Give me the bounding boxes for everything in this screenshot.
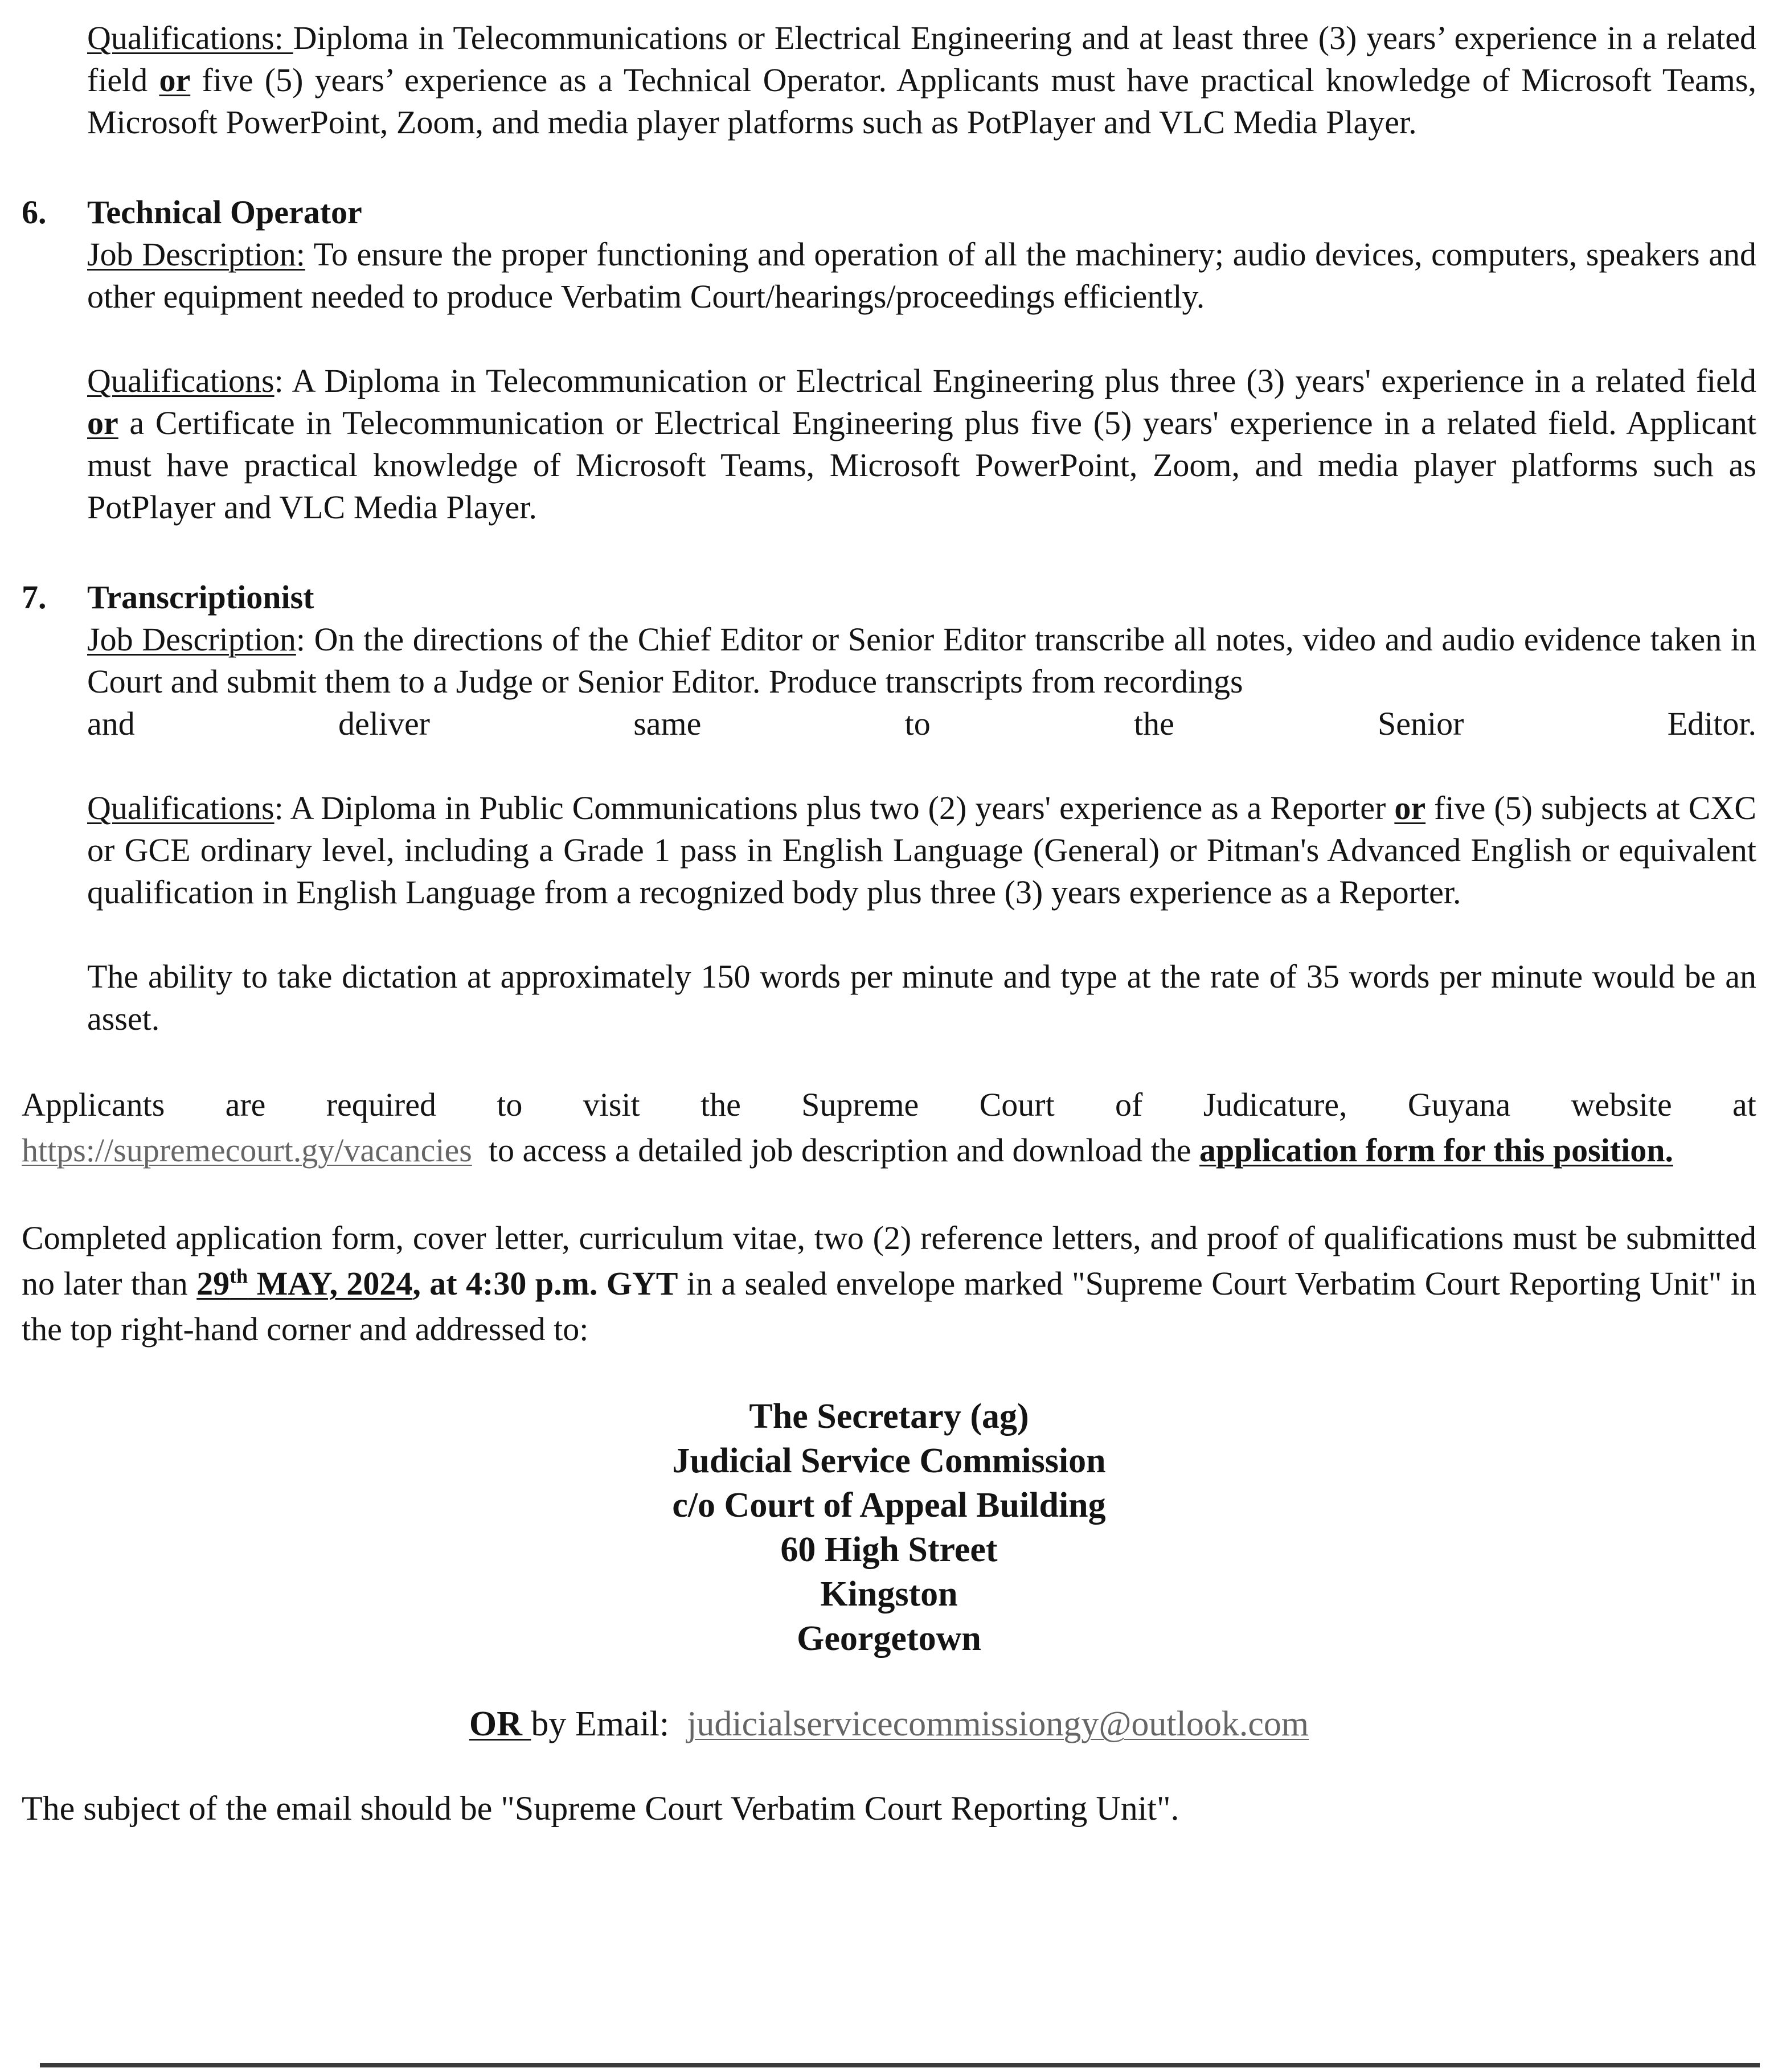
spacer — [87, 914, 1756, 956]
section-5-qualifications-paragraph — [87, 17, 1756, 144]
address-line: 60 High Street — [780, 1530, 998, 1569]
word: website — [1571, 1086, 1672, 1123]
section-7-job-description — [87, 619, 1756, 703]
word: of — [1115, 1086, 1143, 1123]
bottom-rule — [40, 2063, 1760, 2067]
qualifications-label: Qualifications — [87, 789, 275, 826]
word: and — [87, 705, 135, 742]
spacer — [22, 1173, 1756, 1215]
or-emphasis: or — [1394, 789, 1426, 826]
word: at — [1732, 1086, 1756, 1123]
word: visit — [583, 1086, 640, 1123]
section-7-heading — [22, 576, 1756, 619]
job-description-text: To ensure the proper functioning and operation of all the machinery; audio devices, computers, speakers and other equipment needed to produce Verbatim Court/hearings/proceedings efficiently. — [87, 236, 1756, 315]
or-emphasis: or — [87, 404, 118, 441]
applicants-rest — [22, 1128, 1756, 1173]
document-page — [22, 17, 1756, 1829]
qualifications-text-2: five (5) subjects at CXC or GCE ordinary level, including a Grade 1 pass in English Language (General) or Pitman's Advanced English or equivalent qualification in English Language from a recognized body plus three (3) years experience as a Reporter. — [87, 789, 1757, 911]
vacancies-link[interactable]: https://supremecourt.gy/vacancies — [22, 1132, 472, 1169]
qualifications-text-2: a Certificate in Telecommunication or Electrical Engineering plus five (5) years' experience in a related field. Applicant must have practical knowledge of Microsoft Teams, Microsoft PowerPoint, Zoom, and media player platforms such as PotPlayer and VLC Media Player. — [87, 404, 1756, 526]
qualifications-text-1: : A Diploma in Public Communications plus two (2) years' experience as a Reporter — [274, 789, 1395, 826]
deadline-month-year: MAY, 2024 — [248, 1265, 413, 1302]
section-7-body — [87, 619, 1756, 1040]
word: Senior — [1378, 705, 1464, 742]
qualifications-text-1: Diploma in Telecommunications or Electrical Engineering and at least three (3) years’ experience in a related field — [87, 19, 1757, 99]
section-6-job-description — [87, 234, 1756, 318]
spacer — [22, 1661, 1756, 1703]
or-emphasis: or — [159, 62, 191, 99]
section-7-qualifications — [87, 787, 1756, 914]
address-line: The Secretary (ag) — [749, 1397, 1029, 1436]
deadline-day: 29 — [196, 1265, 230, 1302]
word: to — [497, 1086, 523, 1123]
address-line: Kingston — [820, 1575, 958, 1614]
job-description-label: Job Description: — [87, 236, 305, 273]
section-6-heading — [22, 191, 1756, 234]
word: are — [225, 1086, 266, 1123]
word: Applicants — [22, 1086, 165, 1123]
applicants-text-2: to access a detailed job description and download the — [472, 1132, 1200, 1169]
spacer — [22, 144, 1756, 186]
section-7-asset-note: The ability to take dictation at approximately 150 words per minute and type at the rate of 35 words per minute would be an asset. — [87, 958, 1756, 1037]
word: required — [326, 1086, 436, 1123]
qualifications-text-1: : A Diploma in Telecommunication or Electrical Engineering plus three (3) years' experience in a related field — [274, 362, 1756, 399]
word: Court — [979, 1086, 1055, 1123]
subject-note: The subject of the email should be "Supreme Court Verbatim Court Reporting Unit". — [22, 1790, 1179, 1827]
submission-text-1: Completed application form, cover letter, curriculum vitae, two (2) reference letters, and proof of qualifications must be submitted no later than — [22, 1219, 1756, 1302]
word: to — [904, 705, 931, 742]
applicants-first-line — [22, 1082, 1756, 1128]
spacer — [22, 529, 1756, 571]
spacer — [87, 318, 1756, 360]
email-line — [22, 1703, 1756, 1745]
job-description-last-line — [87, 703, 1756, 745]
submission-paragraph — [22, 1215, 1756, 1352]
word: deliver — [338, 705, 430, 742]
section-7-title: Transcriptionist — [87, 579, 314, 616]
section-6-number: 6. — [22, 194, 47, 231]
or-label: OR — [469, 1705, 531, 1743]
spacer — [22, 1040, 1756, 1082]
spacer — [22, 1352, 1756, 1394]
deadline-sup: th — [230, 1264, 248, 1288]
job-description-label: Job Description — [87, 621, 296, 658]
section-6-body — [87, 234, 1756, 529]
word: the — [1133, 705, 1174, 742]
word: Judicature, — [1203, 1086, 1347, 1123]
word: Guyana — [1407, 1086, 1511, 1123]
word: Editor. — [1667, 705, 1756, 742]
spacer — [22, 1745, 1756, 1787]
address-line: c/o Court of Appeal Building — [672, 1486, 1106, 1525]
email-link[interactable]: judicialservicecommissiongy@outlook.com — [687, 1705, 1309, 1743]
job-description-text: : On the directions of the Chief Editor or Senior Editor transcribe all notes, video and audio evidence taken in Court and submit them to a Judge or Senior Editor. Produce transcripts from recordings — [87, 621, 1756, 700]
section-6-qualifications — [87, 360, 1756, 529]
qualifications-label: Qualifications — [87, 362, 275, 399]
address-line: Judicial Service Commission — [672, 1442, 1106, 1480]
spacer — [87, 745, 1756, 787]
section-6-title: Technical Operator — [87, 194, 362, 231]
qualifications-label: Qualifications: — [87, 19, 293, 56]
email-text: by Email: — [531, 1705, 687, 1743]
word: the — [700, 1086, 741, 1123]
applicants-paragraph — [22, 1082, 1756, 1173]
word: Supreme — [801, 1086, 919, 1123]
section-7-number: 7. — [22, 579, 47, 616]
section-5-qualifications — [87, 17, 1756, 144]
deadline-time: , at 4:30 p.m. GYT — [412, 1265, 678, 1302]
address-line: Georgetown — [797, 1619, 981, 1658]
application-form-link[interactable]: application form for this position. — [1199, 1132, 1673, 1169]
submission-text-2: in a sealed envelope marked "Supreme Court Verbatim Court Reporting Unit" in the top right-hand corner and addressed to: — [22, 1265, 1756, 1348]
word: same — [633, 705, 702, 742]
address-block — [22, 1394, 1756, 1661]
qualifications-text-2: five (5) years’ experience as a Technical Operator. Applicants must have practical knowledge of Microsoft Teams, Microsoft PowerPoint, Zoom, and media player platforms such as PotPlayer and VLC Media Player. — [87, 62, 1756, 141]
deadline-date — [196, 1265, 412, 1302]
